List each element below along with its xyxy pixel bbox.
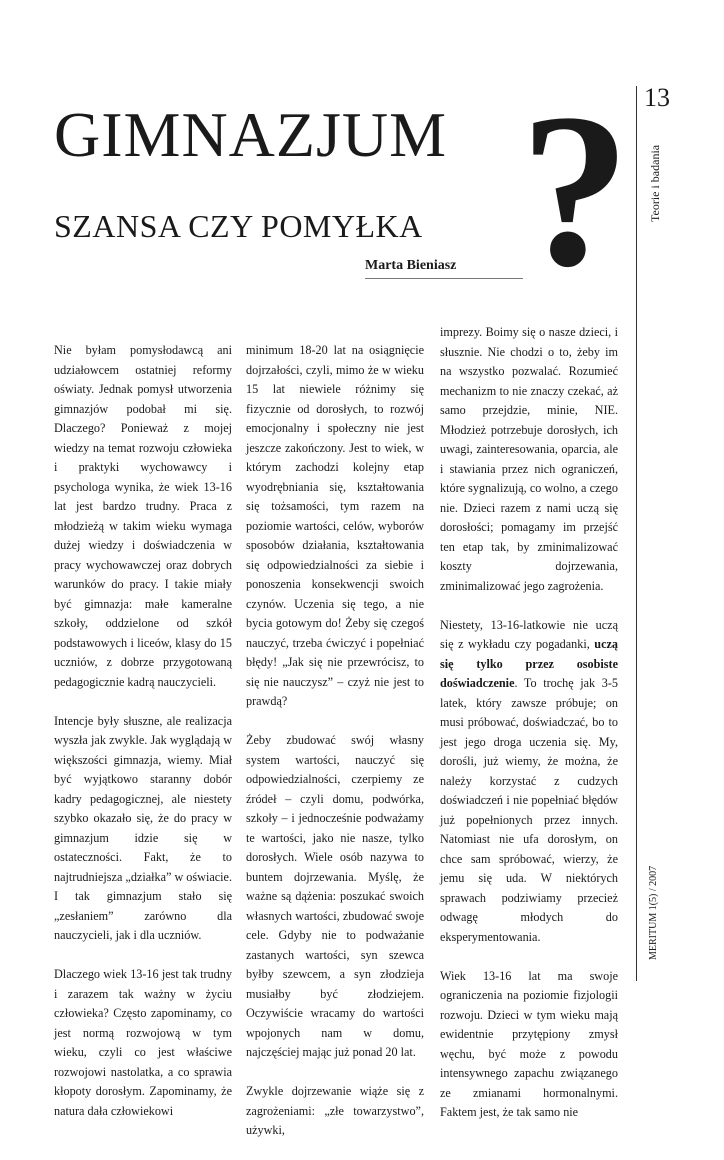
journal-footer: MERITUM 1(5) / 2007 (648, 865, 659, 960)
sidebar-rule (636, 86, 637, 981)
question-mark-graphic: ? (520, 68, 630, 312)
text-column-2 (246, 341, 424, 1160)
paragraph: Wiek 13-16 lat ma swoje ograniczenia na poziomie fizjologii rozwoju. Dzieci w tym wieku mają ewidentnie przytępiony zmysł węchu, być może z powodu intensywnego zapachu związanego ze zmianami hormonalnymi. Faktem jest, że tak samo nie (440, 968, 618, 1119)
article-title: GIMNAZJUM (54, 99, 447, 170)
paragraph: imprezy. Boimy się o nasze dzieci, i słusznie. Nie chodzi o to, żeby im na wszystko pozwalać. Rozumieć mechanizm to nie znaczy czekać, aż samo przejdzie, minie, NIE. Młodzież potrzebuje dorosłych, ich uwagi, zainteresowania, oparcia, ale i stawiania przez nich ograniczeń, które sygnalizują, co wolno, a czego nie. Dzieci razem z nami uczą się dorosłości; pomagamy im przejść ten etap tak, by zminimalizować koszty dojrzewania, zminimalizować jego zagrożenia. (440, 325, 618, 593)
page-number: 13 (644, 83, 670, 112)
section-label: Teorie i badania (648, 144, 662, 222)
paragraph: minimum 18-20 lat na osiągnięcie dojrzałości, czyli, mimo że w wieku 15 lat niewiele różnimy się fizycznie od dorosłych, to rozwój emocjonalny i społeczny nie jest jeszcze zakończony. Jest to wiek, w którym zachodzi kolejny etap wyodrębniania się, kształtowania się tożsamości, tym razem na poziomie wartości, celów, wyborów sposobów działania, kształtowania się odpowiedzialności za siebie i ponoszenia konsekwencji swoich czynów. Uczenia się tego, a nie bycia gotowym do! Żeby się czegoś nauczyć, trzeba ćwiczyć i popełniać błędy! „Jak się nie przewrócisz, to się nie nauczysz” – czyż nie jest to prawdą? (246, 343, 424, 708)
article-subtitle: SZANSA CZY POMYŁKA (54, 208, 423, 244)
text-column-3 (440, 323, 618, 1142)
paragraph: Żeby zbudować swój własny system wartości, nauczyć się odpowiedzialności, czerpiemy ze źródeł – czyli domu, podwórka, szkoły – i jednocześnie podważamy te wartości, jako nie nasze, tylko dorosłych. Wiele osób nazywa to buntem dojrzewania. Myślę, że ważne są dążenia: poszukać swoich własnych wartości, zbudować swoje cele. Gdyby nie to podważanie zastanych wartości, syn szewca byłby szewcem, a syn złodzieja musiałby być złodziejem. Oczywiście wracamy do wartości wpojonych nam w domu, najczęściej mając już ponad 20 lat. (246, 733, 424, 1059)
text-column-1 (54, 341, 232, 1141)
emphasized-text: uczą się tylko przez osobiste doświadczenie (440, 637, 618, 690)
paragraph-text: . To trochę jak 3-5 latek, który zawsze próbuje; on musi próbować, doświadczać, bo to jest jego droga uczenia się. My, dorośli, już wiemy, że można, że należy korzystać z cudzych doświadczeń i nie popełniać błędów już popełnionych przez innych. Natomiast nie ufa dorosłym, on chce sam spróbować, wierzy, że jemu się uda. W niektórych sprawach podziwiamy przecież odwagę młodych do eksperymentowania. (440, 676, 618, 944)
paragraph: Dlaczego wiek 13-16 jest tak trudny i zarazem tak ważny w życiu człowieka? Często zapominamy, co jest normą rozwojową w tym wieku, czyli co jest właściwe rozwojowi nastolatka, a co sprawia kłopoty dorosłym. Zapominamy, że natura dała człowiekowi (54, 967, 232, 1118)
paragraph: Zwykle dojrzewanie wiąże się z zagrożeniami: „złe towarzystwo”, używki, (246, 1084, 424, 1137)
paragraph-text: Niestety, 13-16-latkowie nie uczą się z wykładu czy pogadanki, (440, 617, 618, 651)
author-name: Marta Bieniasz (365, 258, 523, 279)
paragraph (440, 616, 618, 948)
paragraph: Intencje były słuszne, ale realizacja wyszła jak zwykle. Jak wyglądają w większości gimnazja, wiemy. Miał być wyjątkowo staranny dobór kadry pedagogicznej, ale niestety szybko okazało się, że do pracy w gimnazjum idzie się w ostateczności. Fakt, że to najtrudniejsza „działka” w oświacie. I tak gimnazjum stało się „zesłaniem” zarówno dla nauczycieli, jak i dla uczniów. (54, 713, 232, 942)
paragraph: Nie byłam pomysłodawcą ani udziałowcem ostatniej reformy oświaty. Jednak pomysł utworzenia gimnazjów podobał mi się. Dlaczego? Ponieważ z mojej wiedzy na temat rozwoju człowieka i praktyki wychowawcy i psychologa wynika, że wiek 13-16 lat jest bardzo trudny. Praca z młodzieżą w takim wieku wymaga dużej wiedzy i doświadczenia w pracy wychowawczej oraz dobrych warunków do pracy. I takie miały być gimnazja: małe kameralne szkoły, oddzielone od szkół podstawowych i liceów, klasy do 15 uczniów, z dobrze przygotowaną pedagogicznie kadrą nauczycieli. (54, 343, 232, 689)
